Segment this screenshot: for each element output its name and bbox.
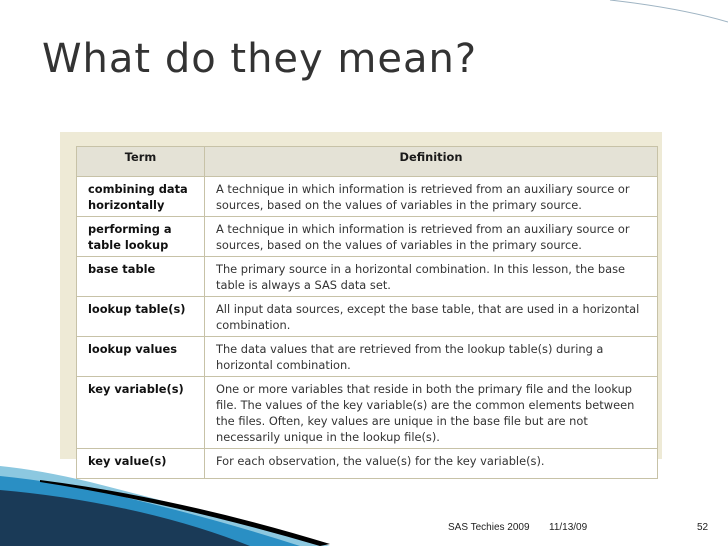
table-row [77, 337, 658, 377]
table-row [77, 449, 658, 479]
footer-source: SAS Techies 2009 [448, 522, 530, 533]
term-cell: performing a table lookup [77, 217, 205, 257]
table-row [77, 297, 658, 337]
footer-date: 11/13/09 [549, 522, 588, 533]
table-row [77, 257, 658, 297]
footer-page-number: 52 [697, 522, 709, 533]
table-row [77, 377, 658, 449]
term-column-header: Term [77, 147, 205, 177]
table-header-row [77, 147, 658, 177]
definition-cell: A technique in which information is retrieved from an auxiliary source or sources, based on the values of variables in the primary source. [205, 177, 658, 217]
table-row [77, 217, 658, 257]
definitions-table-frame [60, 132, 662, 468]
term-cell: lookup values [77, 337, 205, 377]
table-row [77, 177, 658, 217]
term-cell: key variable(s) [77, 377, 205, 449]
term-cell: lookup table(s) [77, 297, 205, 337]
definition-cell: One or more variables that reside in both the primary file and the lookup file. The values of the key variable(s) are the common elements between the files. Often, key values are unique in the base file but are not necessarily unique in the lookup file(s). [205, 377, 658, 449]
definition-cell: A technique in which information is retrieved from an auxiliary source or sources, based on the values of variables in the primary source. [205, 217, 658, 257]
term-cell: key value(s) [77, 449, 205, 479]
term-cell: combining data horizontally [77, 177, 205, 217]
term-cell: base table [77, 257, 205, 297]
definition-cell: The data values that are retrieved from the lookup table(s) during a horizontal combination. [205, 337, 658, 377]
definitions-table [76, 146, 658, 479]
slide-title: What do they mean? [42, 36, 478, 82]
definition-cell: The primary source in a horizontal combination. In this lesson, the base table is always a SAS data set. [205, 257, 658, 297]
definition-column-header: Definition [205, 147, 658, 177]
definition-cell: All input data sources, except the base table, that are used in a horizontal combination. [205, 297, 658, 337]
definition-cell: For each observation, the value(s) for the key variable(s). [205, 449, 658, 479]
